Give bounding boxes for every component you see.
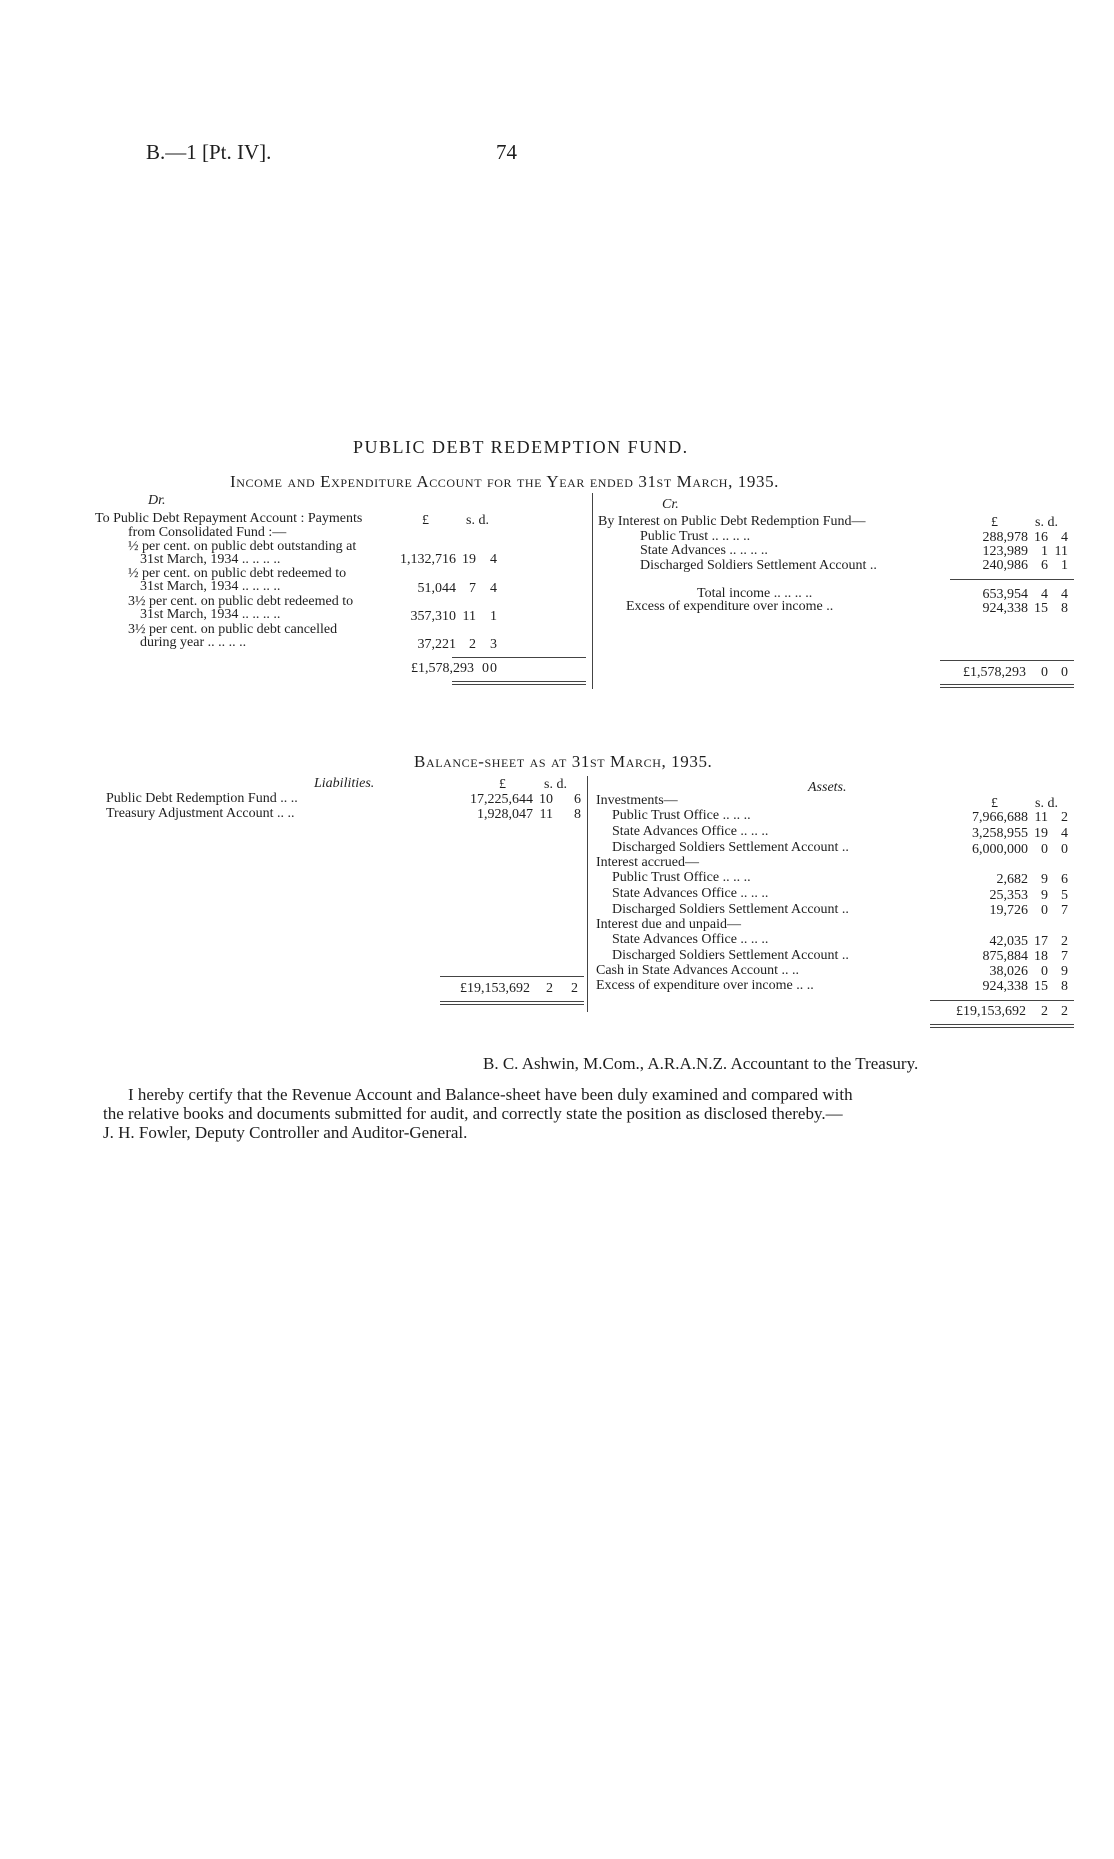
amount-pounds: 38,026: [989, 964, 1028, 979]
amount-shillings: 9: [1041, 872, 1048, 887]
dr-line: To Public Debt Repayment Account : Payments: [95, 511, 363, 526]
liabilities-total-pence: 2: [571, 981, 578, 996]
amount-pounds: 6,000,000: [972, 842, 1028, 857]
cr-total-pounds: £1,578,293: [963, 665, 1026, 680]
amount-pence: 4: [1061, 530, 1068, 545]
cr-line: Excess of expenditure over income ..: [626, 599, 834, 614]
amount-pence: 4: [1061, 587, 1068, 602]
amount-pence: 8: [574, 807, 581, 822]
amount-pence: 5: [1061, 888, 1068, 903]
amount-pounds: 875,884: [982, 949, 1028, 964]
asset-line: Investments—: [596, 793, 678, 808]
liabilities-total-double-rule: [440, 1004, 584, 1005]
dr-line: ½ per cent. on public debt outstanding at: [128, 539, 357, 554]
amount-shillings: 0: [1041, 842, 1048, 857]
certification-line: J. H. Fowler, Deputy Controller and Auditor-General.: [103, 1123, 468, 1142]
asset-line: State Advances Office .. .. ..: [612, 824, 769, 839]
cr-line: Total income .. .. .. ..: [697, 586, 813, 601]
amount-pence: 7: [1061, 903, 1068, 918]
dr-total-pounds: £1,578,293: [411, 661, 474, 676]
dr-line: ½ per cent. on public debt redeemed to: [128, 566, 347, 581]
dr-total-shillings: 0: [482, 661, 489, 676]
amount-pence: 0: [1061, 842, 1068, 857]
asset-line: Interest due and unpaid—: [596, 917, 742, 932]
amount-shillings: 16: [1034, 530, 1048, 545]
amount-pounds: 51,044: [417, 581, 456, 596]
dr-pound-header: £: [422, 513, 429, 528]
liabilities-total-pounds: £19,153,692: [460, 981, 530, 996]
amount-shillings: 18: [1034, 949, 1048, 964]
liability-line: Treasury Adjustment Account .. ..: [106, 806, 295, 821]
assets-total-pounds: £19,153,692: [956, 1004, 1026, 1019]
cr-label: Cr.: [662, 497, 679, 512]
amount-pounds: 123,989: [982, 544, 1028, 559]
amount-pounds: 25,353: [989, 888, 1028, 903]
amount-shillings: 7: [469, 581, 476, 596]
amount-shillings: 15: [1034, 979, 1048, 994]
certification-line: I hereby certify that the Revenue Account and Balance-sheet have been duly examined and compared with: [128, 1085, 853, 1104]
liabilities-total-shillings: 2: [546, 981, 553, 996]
liabilities-total-double-rule: [440, 1001, 584, 1002]
certification-line: the relative books and documents submitted for audit, and correctly state the position as disclosed thereby.—: [103, 1104, 843, 1123]
amount-pounds: 3,258,955: [972, 826, 1028, 841]
dr-line: 3½ per cent. on public debt redeemed to: [128, 594, 354, 609]
dr-line: during year .. .. .. ..: [140, 635, 247, 650]
asset-line: Public Trust Office .. .. ..: [612, 808, 751, 823]
amount-shillings: 4: [1041, 587, 1048, 602]
amount-pounds: 17,225,644: [470, 792, 533, 807]
cr-total-pence: 0: [1061, 665, 1068, 680]
accountant-signature: B. C. Ashwin, M.Com., A.R.A.N.Z. Accountant to the Treasury.: [483, 1054, 919, 1073]
amount-pounds: 2,682: [996, 872, 1028, 887]
cr-total-shillings: 0: [1041, 665, 1048, 680]
liabilities-label: Liabilities.: [314, 776, 375, 791]
dr-label: Dr.: [148, 493, 166, 508]
amount-pence: 4: [490, 581, 497, 596]
cr-line: By Interest on Public Debt Redemption Fund—: [598, 514, 866, 529]
cr-total-double-rule: [940, 684, 1074, 685]
cr-pound-header: £: [991, 515, 998, 530]
amount-pence: 9: [1061, 964, 1068, 979]
balance-sheet-divider: [587, 776, 588, 1012]
amount-shillings: 11: [1034, 810, 1048, 825]
page-number: 74: [496, 140, 517, 164]
liabilities-pound-header: £: [499, 777, 506, 792]
asset-line: Interest accrued—: [596, 855, 699, 870]
liability-line: Public Debt Redemption Fund .. ..: [106, 791, 298, 806]
amount-shillings: 2: [469, 637, 476, 652]
amount-pence: 11: [1054, 544, 1068, 559]
dr-total-rule: [452, 657, 586, 658]
amount-pounds: 1,928,047: [477, 807, 533, 822]
amount-pounds: 1,132,716: [400, 552, 456, 567]
amount-pence: 4: [490, 552, 497, 567]
amount-pounds: 240,986: [982, 558, 1028, 573]
amount-shillings: 11: [539, 807, 553, 822]
cr-line: State Advances .. .. .. ..: [640, 543, 768, 558]
balance-sheet-heading: Balance-sheet as at 31st March, 1935.: [414, 752, 713, 771]
amount-pence: 2: [1061, 934, 1068, 949]
asset-line: State Advances Office .. .. ..: [612, 886, 769, 901]
amount-pence: 3: [490, 637, 497, 652]
amount-shillings: 6: [1041, 558, 1048, 573]
amount-pence: 8: [1061, 979, 1068, 994]
dr-total-double-rule: [452, 684, 586, 685]
amount-shillings: 10: [539, 792, 553, 807]
amount-pounds: 924,338: [982, 979, 1028, 994]
amount-pounds: 357,310: [410, 609, 456, 624]
assets-total-double-rule: [930, 1024, 1074, 1025]
assets-label: Assets.: [808, 780, 847, 795]
amount-pounds: 42,035: [989, 934, 1028, 949]
amount-pence: 1: [1061, 558, 1068, 573]
document-reference: B.—1 [Pt. IV].: [146, 140, 272, 164]
asset-line: Excess of expenditure over income .. ..: [596, 978, 814, 993]
cr-line: Public Trust .. .. .. ..: [640, 529, 751, 544]
amount-pounds: 7,966,688: [972, 810, 1028, 825]
amount-pence: 7: [1061, 949, 1068, 964]
asset-line: Discharged Soldiers Settlement Account ..: [612, 840, 849, 855]
amount-pence: 2: [1061, 810, 1068, 825]
cr-total-rule: [940, 660, 1074, 661]
amount-pounds: 653,954: [982, 587, 1028, 602]
liabilities-sd-header: s. d.: [544, 777, 567, 792]
assets-total-pence: 2: [1061, 1004, 1068, 1019]
amount-shillings: 11: [462, 609, 476, 624]
cr-subtotal-rule: [950, 579, 1074, 580]
amount-shillings: 0: [1041, 964, 1048, 979]
fund-title: PUBLIC DEBT REDEMPTION FUND.: [353, 437, 689, 457]
amount-pounds: 924,338: [982, 601, 1028, 616]
amount-pounds: 37,221: [417, 637, 456, 652]
asset-line: Discharged Soldiers Settlement Account ..: [612, 948, 849, 963]
liabilities-total-rule: [440, 976, 584, 977]
dr-line: 3½ per cent. on public debt cancelled: [128, 622, 338, 637]
cr-line: Discharged Soldiers Settlement Account ..: [640, 558, 877, 573]
amount-pounds: 288,978: [982, 530, 1028, 545]
amount-shillings: 19: [1034, 826, 1048, 841]
amount-shillings: 15: [1034, 601, 1048, 616]
cr-total-double-rule: [940, 687, 1074, 688]
amount-shillings: 1: [1041, 544, 1048, 559]
assets-pound-header: £: [991, 796, 998, 811]
dr-line: 31st March, 1934 .. .. .. ..: [140, 552, 281, 567]
amount-shillings: 17: [1034, 934, 1048, 949]
dr-line: from Consolidated Fund :—: [128, 525, 287, 540]
asset-line: Cash in State Advances Account .. ..: [596, 963, 799, 978]
amount-pence: 1: [490, 609, 497, 624]
dr-sd-header: s. d.: [466, 513, 489, 528]
amount-pence: 8: [1061, 601, 1068, 616]
asset-line: Public Trust Office .. .. ..: [612, 870, 751, 885]
asset-line: Discharged Soldiers Settlement Account ..: [612, 902, 849, 917]
income-account-heading: Income and Expenditure Account for the Year ended 31st March, 1935.: [230, 472, 780, 491]
amount-pence: 4: [1061, 826, 1068, 841]
dr-line: 31st March, 1934 .. .. .. ..: [140, 607, 281, 622]
amount-shillings: 9: [1041, 888, 1048, 903]
account-divider: [592, 493, 593, 689]
amount-pounds: 19,726: [989, 903, 1028, 918]
assets-total-shillings: 2: [1041, 1004, 1048, 1019]
amount-pence: 6: [1061, 872, 1068, 887]
amount-shillings: 0: [1041, 903, 1048, 918]
dr-line: 31st March, 1934 .. .. .. ..: [140, 579, 281, 594]
assets-total-rule: [930, 1000, 1074, 1001]
cr-sd-header: s. d.: [1035, 515, 1058, 530]
dr-total-double-rule: [452, 681, 586, 682]
asset-line: State Advances Office .. .. ..: [612, 932, 769, 947]
assets-total-double-rule: [930, 1027, 1074, 1028]
amount-shillings: 19: [462, 552, 476, 567]
dr-total-pence: 0: [490, 661, 497, 676]
assets-sd-header: s. d.: [1035, 796, 1058, 811]
amount-pence: 6: [574, 792, 581, 807]
